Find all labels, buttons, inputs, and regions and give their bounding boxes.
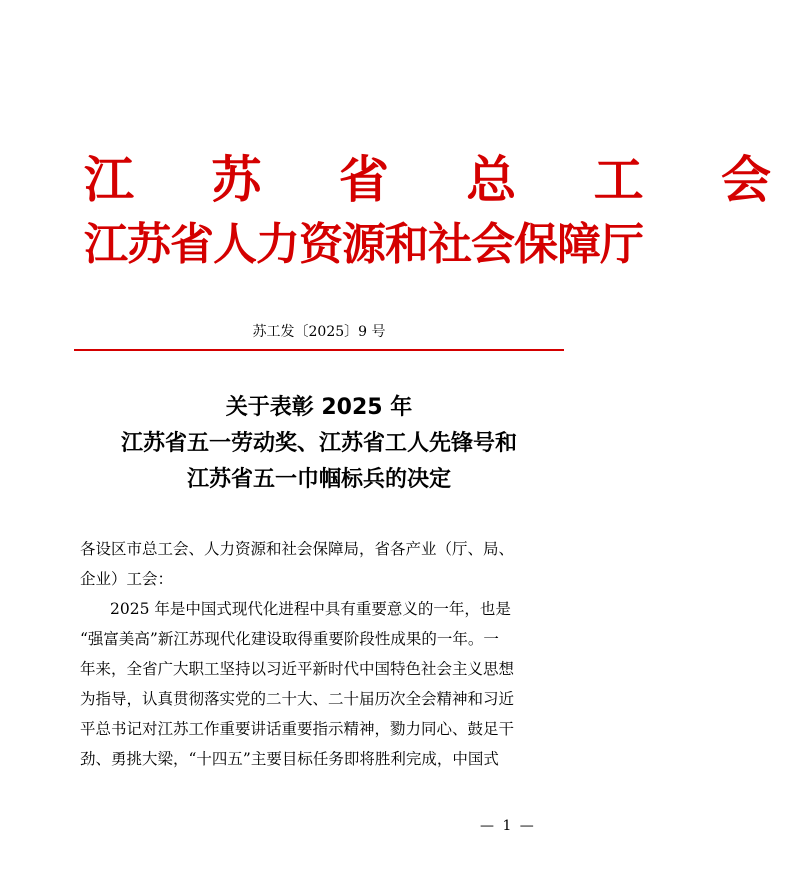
- page-number: — 1 —: [480, 818, 536, 834]
- document-title-line-2: 江苏省五一劳动奖、江苏省工人先锋号和: [120, 431, 517, 456]
- body-line-2: 企业）工会：: [80, 570, 174, 588]
- issuer-line-trade-union: 江 苏 省 总 工 会: [84, 150, 801, 209]
- body-line-1: 各设区市总工会、人力资源和社会保障局，省各产业（厅、局、: [80, 540, 515, 558]
- body-line-4: “强富美高”新江苏现代化建设取得重要阶段性成果的一年。一: [80, 630, 499, 648]
- red-divider-rule: [74, 349, 564, 351]
- body-line-6: 为指导，认真贯彻落实党的二十大、二十届历次全会精神和习近: [80, 690, 515, 708]
- body-line-3: 2025 年是中国式现代化进程中具有重要意义的一年，也是: [110, 600, 511, 618]
- body-line-5: 年来，全省广大职工坚持以习近平新时代中国特色社会主义思想: [80, 660, 515, 678]
- issuer-line-hrss-department: 江苏省人力资源和社会保障厅: [84, 219, 643, 270]
- document-title-line-1: 关于表彰 2025 年: [225, 395, 413, 420]
- document-title-line-3: 江苏省五一巾帼标兵的决定: [186, 467, 451, 492]
- document-number: 苏工发〔2025〕9 号: [252, 324, 386, 340]
- body-line-8: 劲、勇挑大梁，“十四五”主要目标任务即将胜利完成，中国式: [80, 750, 499, 768]
- body-line-7: 平总书记对江苏工作重要讲话重要指示精神，勠力同心、鼓足干: [80, 720, 515, 738]
